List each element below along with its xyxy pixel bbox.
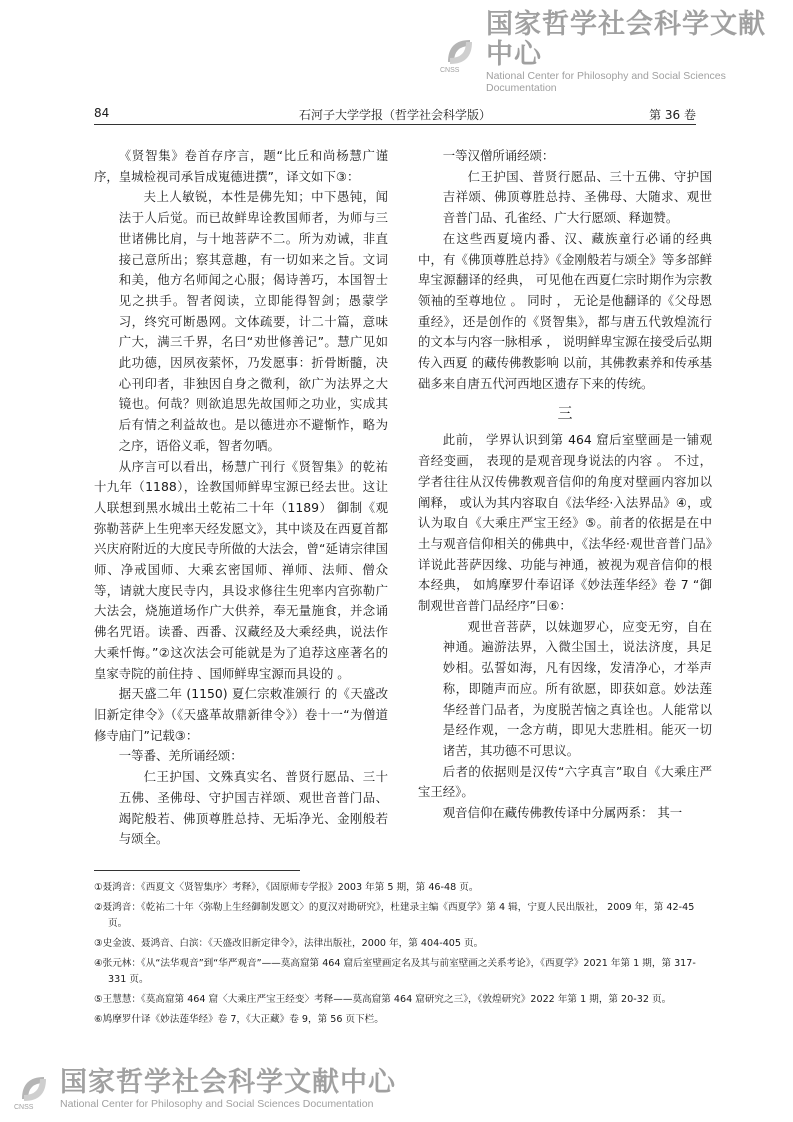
paragraph: 从序言可以看出，杨慧广刊行《贤智集》的乾祐十九年（1188），诠教国师鲜卑宝源已经去世。这让人联想到黑水城出土乾祐二十年（1189） 御制《观弥勒菩萨上生兜率天经发愿文》，其中谈及在西夏首都兴庆府附近的大度民寺所做的大法会，曾“延请宗律国师、净戒国师、大乘玄密国师、禅师、法师、僧众等，请就大度民寺内，具设求修往生兜率内宫弥勒广大法会，烧施道场作广大供养，奉无量施食，并念诵佛名咒语。读番、西番、汉藏经及大乘经典，说法作大乘忏悔。”②这次法会可能就是为了追荐这座著名的皇家寺院的前住持 、国师鲜卑宝源而具设的 。 — [94, 458, 388, 681]
paragraph: 观音信仰在藏传佛教传译中分属两系： 其一 — [442, 805, 683, 821]
paragraph: 观世音菩萨，以妹迦罗心，应变无穷，自在神通。遍游法界，入微尘国土，说法济度，具足妙相。弘誓如海，凡有因缘，发清净心，才举声称，即随声而应。所有欲愿，即获如意。妙法莲华经普门品者，为度脱苦恼之真诠也。人能常以是经作观，一念方萌，即见大悲胜相。能灭一切诸苦，其功德不可思议。 — [442, 618, 712, 758]
watermark-logo-bottom — [14, 1068, 396, 1110]
paragraph: 仁王护国、文殊真实名、普贤行愿品、三十五佛、圣佛母、守护国吉祥颂、观世音普门品、竭陀般若、佛顶尊胜总持、无垢净光、金刚般若与颂全。 — [118, 769, 388, 847]
footnotes — [94, 880, 698, 1032]
volume-label: 第 36 卷 — [649, 108, 696, 122]
paragraph: 《贤智集》卷首存序言，题“比丘和尚杨慧广谨序，皇城检视司承旨成嵬德进撰”，译文如下③： — [94, 148, 388, 184]
journal-title: 石河子大学学报（哲学社会科学版） — [298, 108, 491, 122]
footnote: ④张元林：《从“法华观音”到“华严观音”——莫高窟第 464 窟后室壁画定名及其与前室壁画之关系考论》，《西夏学》2021 年第 1 期，第 317-331 页。 — [94, 958, 696, 985]
footnote: ③史金波、聂鸿音、白滨：《天盛改旧新定律令》，法律出版社，2000 年，第 404-405 页。 — [94, 938, 484, 949]
paragraph: 仁王护国、普贤行愿品、三十五佛、守护国吉祥颂、佛顶尊胜总持、圣佛母、大随求、观世音普门品、孔雀经、广大行愿颂、释迦赞。 — [442, 168, 712, 226]
watermark-title-cn: 国家哲学社会科学文献中心 — [486, 9, 766, 70]
section-heading: 三 — [557, 404, 573, 423]
footnote-divider — [94, 870, 300, 871]
center-logo-icon — [440, 32, 480, 72]
watermark-abbr: CNSS — [440, 67, 460, 74]
center-logo-icon — [14, 1069, 54, 1109]
footnote: ①聂鸿音：《西夏文〈贤智集序〉考释》，《固原师专学报》2003 年第 5 期，第 46-48 页。 — [94, 882, 479, 893]
paragraph: 此前， 学界认识到第 464 窟后室壁画是一铺观音经变画， 表现的是观音现身说法的内容 。 不过， 学者往往从汉传佛教观音信仰的角度对壁画内容加以阐释， 或认为其内容取自《法华经·入法界品》④，或认为取自《大乘庄严宝王经》⑤。前者的依据是在中土与观音信仰相关的佛典中，《法华经·观世音普门品》详说此菩萨因缘、功能与神通，被视为观音信仰的根本经典， 如鸠摩罗什奉诏译《妙法莲华经》卷 7 “御制观世音普门品经序”曰⑥： — [418, 432, 712, 614]
header-divider — [94, 124, 696, 125]
footnote: ②聂鸿音：《乾祐二十年〈弥勒上生经御制发愿文〉的夏汉对勘研究》，杜建录主编《西夏学》第 4 辑，宁夏人民出版社， 2009 年，第 42-45 页。 — [94, 902, 695, 929]
right-column — [418, 146, 712, 824]
footnote: ⑥鸠摩罗什译《妙法莲华经》卷 7，《大正藏》卷 9，第 56 页下栏。 — [94, 1014, 384, 1025]
paragraph: 一等番、羌所诵经颂： — [118, 748, 243, 764]
watermark-title-cn: 国家哲学社会科学文献中心 — [60, 1067, 396, 1098]
paragraph: 据天盛二年 (1150) 夏仁宗敕准颁行 的《天盛改旧新定律令》（《天盛革故鼎新律令》）卷十一“为僧道修寺庙门”记载③： — [94, 686, 388, 743]
watermark-title-en: National Center for Philosophy and Social Sciences Documentation — [60, 1098, 374, 1110]
watermark-title-en: National Center for Philosophy and Social Sciences Documentation — [486, 70, 726, 94]
paragraph: 在这些西夏境内番、汉、藏族童行必诵的经典中，有《佛顶尊胜总持》《金刚般若与颂全》等多部鲜卑宝源翻译的经典， 可见他在西夏仁宗时期作为宗教领袖的至尊地位 。 同时 ， 无论是他翻译的《父母恩重经》，还是创作的《贤智集》，都与唐五代敦煌流行的文本与内容一脉相承 ， 说明鲜卑宝源在接受后弘期传入西夏 的藏传佛教影响 以前，其佛教素养和传承基础多来自唐五代河西地区遗存下来的传统。 — [418, 230, 712, 391]
paragraph: 夫上人敏锐，本性是佛先知；中下愚钝，闻法于人后觉。而已故鲜卑诠教国师者，为师与三世诸佛比肩，与十地菩萨不二。所为劝诫，非直接己意所出；察其意趣，有一切如来之旨。文词和美，他方名师闻之心服；偈诗善巧，本国智士见之拱手。智者阅读，立即能得智剑；愚蒙学习，终究可断愚网。文体疏要，计二十篇，意味广大，满三千界，名曰“劝世修善记”。慧广见如此功德，因夙夜萦怀，乃发愿事：折骨断髓，决心刊印者，非独因自身之微利，欲广为法界之大镜也。何哉？则欲追思先故国师之功业，实成其后有情之利益故也。是以德进亦不避惭怍，略为之序，语俗义乖，智者勿哂。 — [118, 189, 388, 453]
watermark-logo-top — [440, 10, 793, 94]
page-number: 84 — [94, 106, 110, 120]
footnote: ⑤王慧慧：《莫高窟第 464 窟〈大乘庄严宝王经变〉考释——莫高窟第 464 窟研究之三》，《敦煌研究》2022 年第 1 期，第 20-32 页。 — [94, 994, 672, 1005]
paragraph: 后者的依据则是汉传“六字真言”取自《大乘庄严宝王经》。 — [418, 763, 712, 800]
paragraph: 一等汉僧所诵经颂： — [442, 148, 555, 163]
left-column — [94, 146, 388, 850]
watermark-abbr: CNSS — [14, 1104, 34, 1111]
running-header — [94, 106, 696, 124]
